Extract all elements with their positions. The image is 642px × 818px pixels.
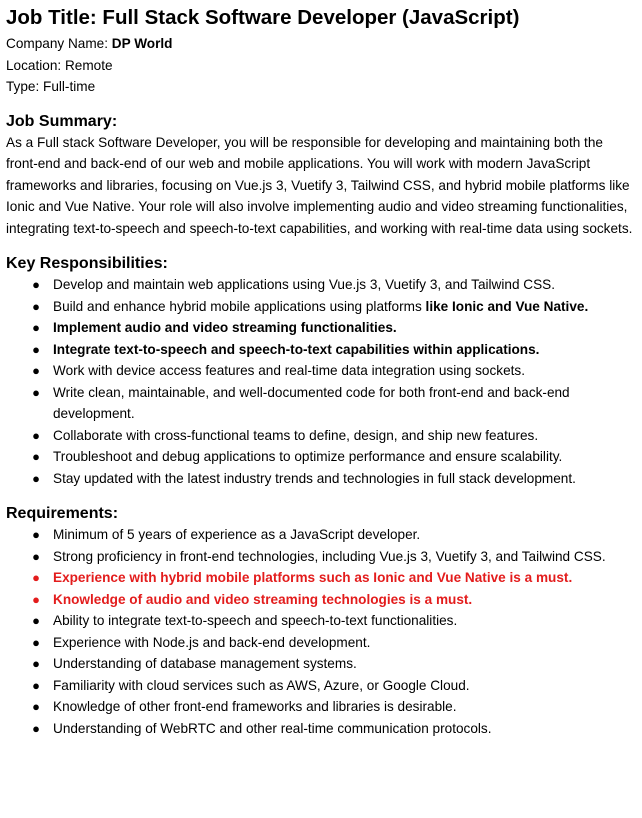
- list-item: [32, 382, 636, 425]
- bullet-icon: ●: [32, 470, 40, 486]
- list-item-text: Implement audio and video streaming functionalities.: [53, 320, 397, 335]
- list-item-text: Develop and maintain web applications using Vue.js 3, Vuetify 3, and Tailwind CSS.: [53, 277, 556, 292]
- list-item-text: Understanding of WebRTC and other real-time communication protocols.: [53, 720, 492, 736]
- bullet-icon: ●: [32, 298, 40, 314]
- bullet-icon: ●: [32, 699, 40, 714]
- bullet-icon: ●: [32, 613, 40, 628]
- list-item-text: Integrate text-to-speech and speech-to-text capabilities within applications.: [53, 341, 540, 357]
- list-item: [32, 610, 636, 632]
- list-item: [32, 425, 636, 447]
- list-item-text: Familiarity with cloud services such as AWS, Azure, or Google Cloud.: [53, 677, 470, 693]
- bullet-icon: ●: [32, 656, 40, 671]
- list-item: [32, 524, 636, 546]
- list-item-text: Work with device access features and real-time data integration using sockets.: [53, 363, 525, 378]
- bullet-icon: ●: [32, 548, 40, 564]
- responsibilities-heading: Key Responsibilities:: [6, 255, 168, 272]
- list-item-text: Knowledge of other front-end frameworks and libraries is desirable.: [53, 699, 457, 714]
- list-item-text: Stay updated with the latest industry trends and technologies in full stack development.: [53, 470, 576, 486]
- list-item-text: Understanding of database management systems.: [53, 656, 357, 671]
- bullet-icon: ●: [32, 527, 40, 542]
- list-item-emphasis: [32, 567, 636, 589]
- list-item: [32, 339, 636, 361]
- company-line: [6, 33, 636, 55]
- list-item: [32, 546, 636, 568]
- list-item: [32, 360, 636, 382]
- bullet-icon: ●: [32, 720, 40, 736]
- list-item: [32, 317, 636, 339]
- list-item: [32, 274, 636, 296]
- list-item-text: Write clean, maintainable, and well-documented code for both front-end and back-end development.: [53, 384, 570, 421]
- bullet-icon: ●: [32, 591, 40, 607]
- list-item: [32, 468, 636, 490]
- requirements-list: [6, 524, 636, 739]
- bullet-icon: ●: [32, 427, 40, 443]
- bullet-icon: ●: [32, 384, 40, 400]
- list-item-text: Experience with Node.js and back-end development.: [53, 634, 371, 650]
- bullet-icon: ●: [32, 449, 40, 464]
- location-line: Location: Remote: [6, 57, 113, 73]
- list-item-text: Minimum of 5 years of experience as a JavaScript developer.: [53, 527, 421, 542]
- responsibilities-list: [6, 274, 636, 489]
- list-item-bold-text: like Ionic and Vue Native.: [425, 298, 589, 314]
- type-line: Type: Full-time: [6, 79, 96, 94]
- bullet-icon: ●: [32, 634, 40, 650]
- list-item-text: Strong proficiency in front-end technologies, including Vue.js 3, Vuetify 3, and Tailwind CSS.: [53, 548, 606, 564]
- summary-heading: Job Summary:: [6, 112, 118, 130]
- list-item-text: Build and enhance hybrid mobile applications using platforms: [53, 298, 426, 314]
- list-item-text: Collaborate with cross-functional teams to define, design, and ship new features.: [53, 427, 539, 443]
- list-item: [32, 696, 636, 718]
- list-item-emphasis: [32, 589, 636, 611]
- summary-paragraph: As a Full stack Software Developer, you will be responsible for developing and maintaining both the front-end and back-end of our web and mobile applications. You will work with modern JavaScript frameworks and libraries, focusing on Vue.js 3, Vuetify 3, Tailwind CSS, and hybrid mobile platforms like Ionic and Vue Native. Your role will also involve implementing audio and video streaming functionalities, integrating text-to-speech and speech-to-text capabilities, and working with real-time data using sockets.: [6, 134, 633, 236]
- list-item-text: Knowledge of audio and video streaming technologies is a must.: [53, 591, 473, 607]
- bullet-icon: ●: [32, 570, 40, 585]
- list-item: [32, 446, 636, 468]
- job-title: Job Title: Full Stack Software Developer (JavaScript): [6, 6, 520, 29]
- list-item: [32, 718, 636, 740]
- company-value: DP World: [111, 36, 173, 51]
- list-item-text: Experience with hybrid mobile platforms such as Ionic and Vue Native is a must.: [53, 570, 573, 585]
- bullet-icon: ●: [32, 341, 40, 357]
- requirements-heading: Requirements:: [6, 505, 119, 522]
- list-item: [32, 653, 636, 675]
- list-item-text: Ability to integrate text-to-speech and speech-to-text functionalities.: [53, 613, 458, 628]
- company-label: Company Name:: [6, 36, 112, 51]
- bullet-icon: ●: [32, 363, 40, 378]
- list-item: [32, 632, 636, 654]
- bullet-icon: ●: [32, 677, 40, 693]
- list-item: [32, 675, 636, 697]
- list-item: [32, 296, 636, 318]
- list-item-text: Troubleshoot and debug applications to optimize performance and ensure scalability.: [53, 449, 563, 464]
- bullet-icon: ●: [32, 277, 40, 292]
- bullet-icon: ●: [32, 320, 40, 335]
